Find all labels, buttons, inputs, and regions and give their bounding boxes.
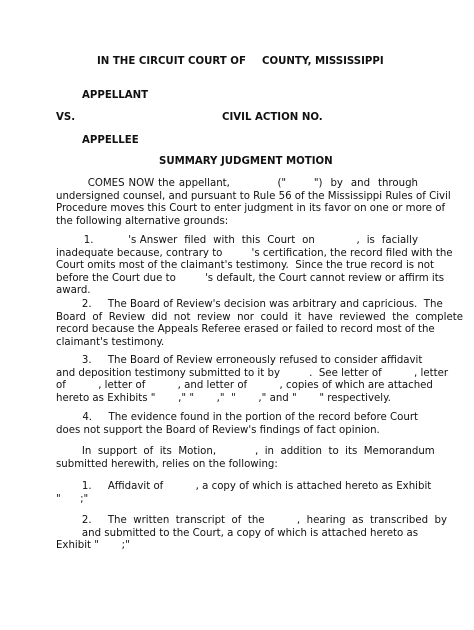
exhibit-item-1-line: 1. Affidavit of , a copy of which is attached hereto as Exhibit [56,481,432,492]
exhibit-item-2-line: and submitted to the Court, a copy of which is attached hereto as [56,527,419,539]
exhibit-item-1 [56,481,432,506]
ground-2-line: claimant's testimony. [56,336,165,348]
exhibit-item-1-line: " ;" [56,493,89,505]
support-line: submitted herewith, relies on the following: [56,458,278,470]
support-paragraph [56,446,435,471]
ground-1-line: Court omits most of the claimant's testimony. Since the true record is not [56,260,435,272]
civil-action-label: CIVIL ACTION NO. [222,112,323,123]
exhibit-item-2 [56,515,448,553]
intro-line: the following alternative grounds: [56,215,229,227]
ground-1-line: award. [56,285,91,297]
court-heading-left: IN THE CIRCUIT COURT OF [97,56,246,67]
ground-2-line: Board of Review did not review nor could it have reviewed the complete [56,311,463,323]
ground-4-paragraph [56,412,418,437]
ground-4-line: does not support the Board of Review's findings of fact opinion. [56,424,380,436]
appellee-label: APPELLEE [82,135,139,146]
ground-2-line: record because the Appeals Referee erased or failed to record most of the [56,324,435,336]
ground-3-line: of , letter of , and letter of , copies of which are attached [56,380,433,392]
ground-2-paragraph [56,299,463,349]
ground-1-line: before the Court due to 's default, the Court cannot review or affirm its [56,272,445,284]
ground-1-line: 1. 's Answer filed with this Court on , is facially [56,235,418,246]
vs-label: VS. [56,112,76,123]
ground-1-line: inadequate because, contrary to 's certification, the record filed with the [56,247,453,259]
ground-2-line: 2. The Board of Review's decision was arbitrary and capricious. The [56,299,443,310]
exhibit-item-2-line: Exhibit " ;" [56,540,130,552]
exhibit-item-2-line: 2. The written transcript of the , hearing as transcribed by [56,515,448,526]
intro-paragraph [56,178,451,228]
support-line: In support of its Motion, , in addition to its Memorandum [56,446,435,457]
ground-4-line: 4. The evidence found in the portion of the record before Court [56,412,418,423]
ground-3-paragraph [56,355,449,405]
ground-3-line: hereto as Exhibits " ," " ," " ," and " " respectively. [56,392,391,404]
motion-title: SUMMARY JUDGMENT MOTION [159,156,333,167]
ground-3-line: and deposition testimony submitted to it by . See letter of , letter [56,367,449,379]
ground-3-line: 3. The Board of Review erroneously refused to consider affidavit [56,355,423,366]
intro-line: COMES NOW the appellant, (" ") by and through [56,178,418,189]
intro-line: Procedure moves this Court to enter judgment in its favor on one or more of [56,203,446,215]
appellant-label: APPELLANT [82,90,149,101]
court-heading-right: COUNTY, MISSISSIPPI [262,56,384,67]
intro-line: undersigned counsel, and pursuant to Rule 56 of the Mississippi Rules of Civil [56,190,451,202]
ground-1-paragraph [56,235,453,298]
